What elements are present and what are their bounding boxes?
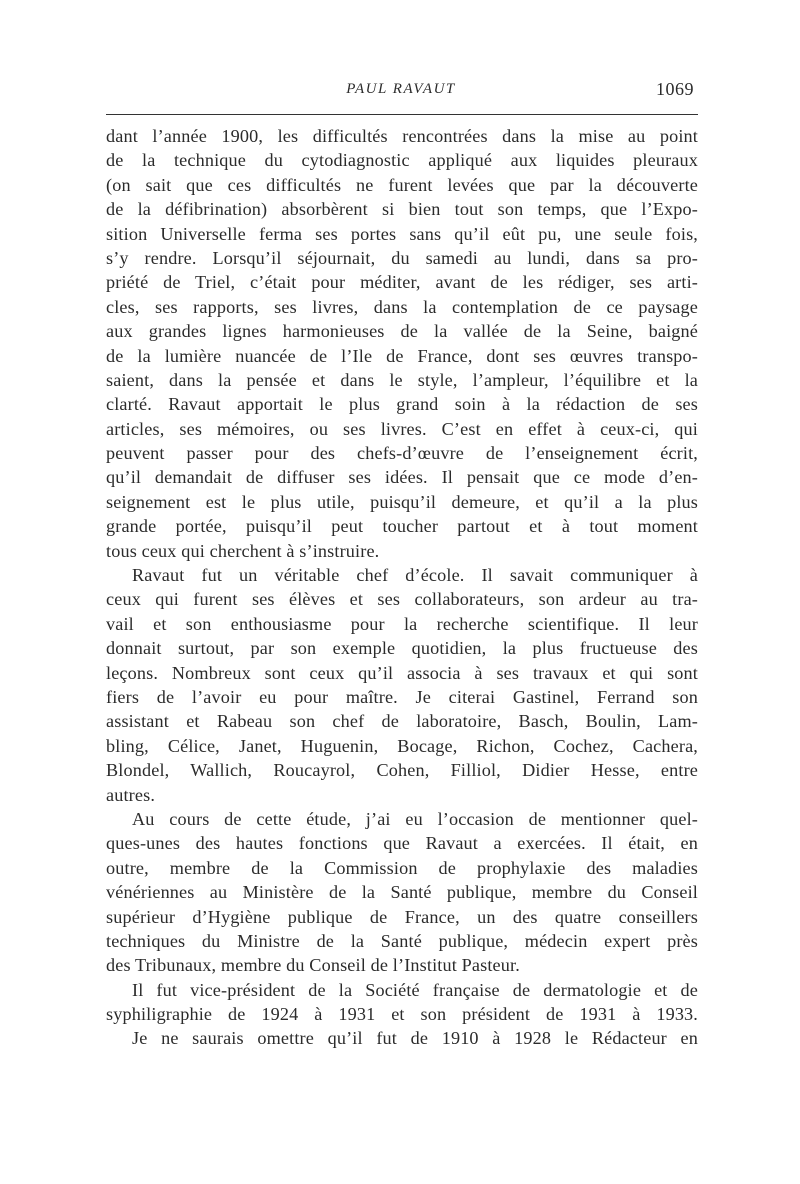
header-rule	[106, 114, 698, 115]
text-line: saient, dans la pensée et dans le style, l’ampleur, l’équilibre et la	[106, 369, 698, 390]
text-line: cles, ses rapports, ses livres, dans la contemplation de ce paysage	[106, 296, 698, 317]
text-line: Ravaut fut un véritable chef d’école. Il savait communiquer à	[132, 565, 698, 586]
text-line: qu’il demandait de diffuser ses idées. Il pensait que ce mode d’en-	[106, 467, 698, 488]
text-line: grande portée, puisqu’il peut toucher partout et à tout moment	[106, 516, 698, 537]
running-title: PAUL RAVAUT	[346, 81, 456, 97]
text-line: peuvent passer pour des chefs-d’œuvre de l’enseignement écrit,	[106, 443, 698, 464]
text-line: assistant et Rabeau son chef de laboratoire, Basch, Boulin, Lam-	[106, 711, 698, 732]
text-line: vénériennes au Ministère de la Santé publique, membre du Conseil	[106, 882, 698, 903]
text-line: Je ne saurais omettre qu’il fut de 1910 à 1928 le Rédacteur en	[132, 1028, 698, 1049]
text-line: sition Universelle ferma ses portes sans qu’il eût pu, une seule fois,	[106, 223, 698, 244]
text-line: de la technique du cytodiagnostic appliqué aux liquides pleuraux	[106, 150, 698, 171]
text-line: des Tribunaux, membre du Conseil de l’Institut Pasteur.	[106, 955, 520, 976]
text-line: fiers de l’avoir eu pour maître. Je citerai Gastinel, Ferrand son	[106, 686, 698, 707]
text-line: syphiligraphie de 1924 à 1931 et son président de 1931 à 1933.	[106, 1004, 698, 1025]
text-line: bling, Célice, Janet, Huguenin, Bocage, Richon, Cochez, Cachera,	[106, 735, 698, 756]
text-line: vail et son enthousiasme pour la recherche scientifique. Il leur	[106, 613, 698, 634]
text-line: dant l’année 1900, les difficultés rencontrées dans la mise au point	[106, 126, 698, 146]
text-line: outre, membre de la Commission de prophylaxie des maladies	[106, 857, 698, 878]
text-line: de la défibrination) absorbèrent si bien tout son temps, que l’Expo-	[106, 199, 698, 220]
text-line: (on sait que ces difficultés ne furent levées que par la découverte	[106, 174, 698, 195]
text-line: priété de Triel, c’était pour méditer, avant de les rédiger, ses arti-	[106, 272, 698, 293]
text-line: Au cours de cette étude, j’ai eu l’occasion de mentionner quel-	[132, 808, 698, 829]
text-line: seignement est le plus utile, puisqu’il demeure, et qu’il a la plus	[106, 491, 698, 512]
page-header	[106, 78, 696, 108]
text-line: ques-unes des hautes fonctions que Ravaut a exercées. Il était, en	[106, 833, 698, 854]
text-line: Blondel, Wallich, Roucayrol, Cohen, Filliol, Didier Hesse, entre	[106, 760, 698, 781]
text-line: supérieur d’Hygiène publique de France, un des quatre conseillers	[106, 906, 698, 927]
text-line: tous ceux qui cherchent à s’instruire.	[106, 540, 380, 561]
text-line: ceux qui furent ses élèves et ses collaborateurs, son ardeur au tra-	[106, 589, 698, 610]
text-line: autres.	[106, 784, 156, 805]
text-line: techniques du Ministre de la Santé publique, médecin expert près	[106, 930, 698, 951]
text-line: aux grandes lignes harmonieuses de la vallée de la Seine, baigné	[106, 321, 698, 342]
text-line: donnait surtout, par son exemple quotidien, la plus fructueuse des	[106, 638, 698, 659]
text-line: articles, ses mémoires, ou ses livres. C’est en effet à ceux-ci, qui	[106, 418, 698, 439]
text-line: de la lumière nuancée de l’Ile de France, dont ses œuvres transpo-	[106, 345, 698, 366]
text-line: leçons. Nombreux sont ceux qu’il associa à ses travaux et qui sont	[106, 662, 698, 683]
text-line: s’y rendre. Lorsqu’il séjournait, du samedi au lundi, dans sa pro-	[106, 247, 698, 268]
body-text	[106, 124, 698, 1051]
text-line: Il fut vice-président de la Société française de dermatologie et de	[132, 979, 698, 1000]
page-number: 1069	[656, 79, 694, 99]
text-line: clarté. Ravaut apportait le plus grand soin à la rédaction de ses	[106, 394, 698, 415]
